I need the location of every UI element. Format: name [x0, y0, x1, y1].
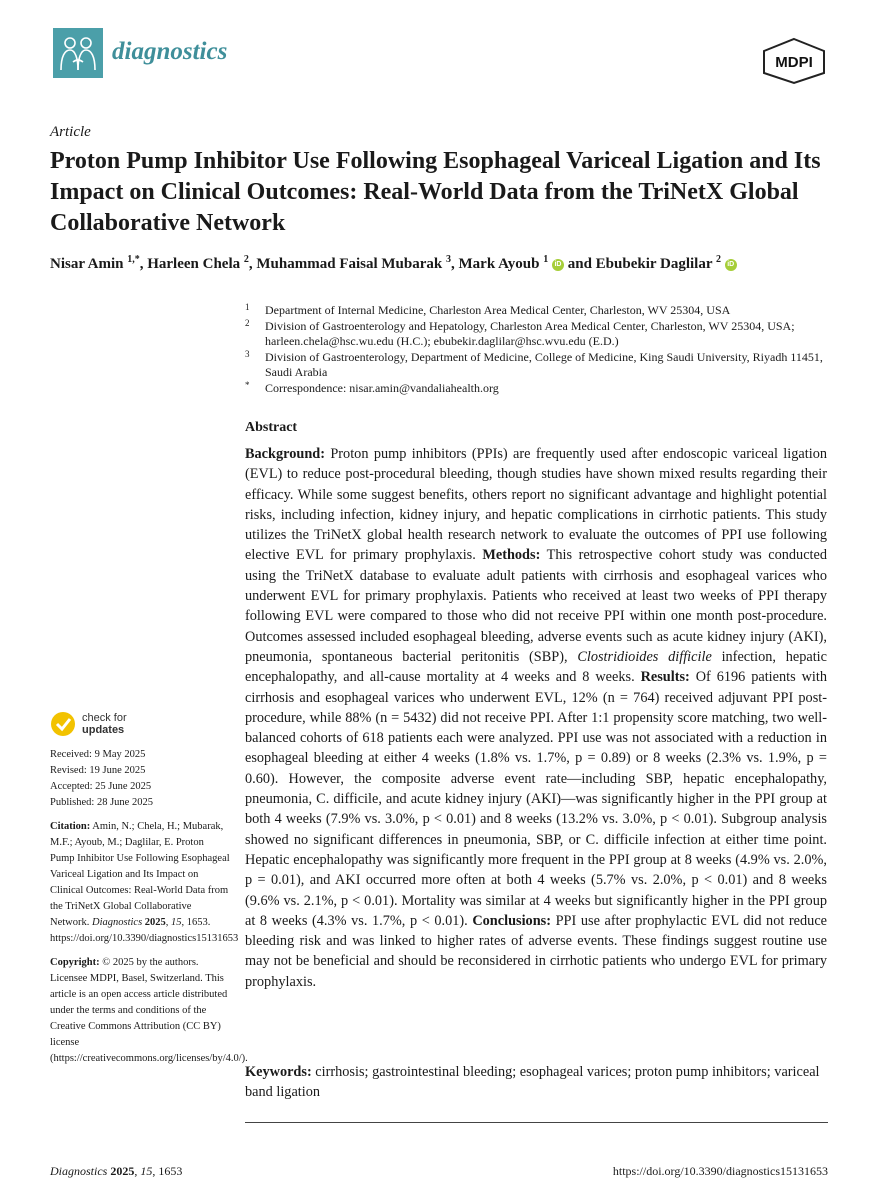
received-date: Received: 9 May 2025 — [50, 749, 146, 760]
affiliation: * Correspondence: nisar.amin@vandaliahealth.org — [245, 379, 499, 395]
citation[interactable]: Citation: Amin, N.; Chela, H.; Mubarak, M.F.; Ayoub, M.; Daglilar, E. Proton Pump Inhibitor Use Following Esophageal Variceal Ligation and Its Impact on Clinical Outcomes: Real-World Data from the TriNetX Global Collaborative Network. Diagnostics 2025, 15, 1653. https://doi.org/10.3390/diagnostics15131653 — [50, 821, 239, 944]
article-title: Proton Pump Inhibitor Use Following Esophageal Variceal Ligation and Its Impact on Clinical Outcomes: Real-World Data from the TriNetX Global Collaborative Network — [50, 148, 821, 236]
author[interactable]: Ebubekir Daglilar $^2$ — [595, 254, 721, 272]
accepted-date: Accepted: 25 June 2025 — [50, 781, 152, 792]
copyright: Copyright: © 2025 by the authors. Licensee MDPI, Basel, Switzerland. This article is an open access article distributed under the terms and conditions of the Creative Commons Attribution (CC BY) license (https://creativecommons.org/licenses/by/4.0/). — [50, 957, 248, 1064]
author-list: Nisar Amin $^{1,*}$, Harleen Chela $^2$, Muhammad Faisal Mubarak $^3$, Mark Ayoub $^1$ iD and Ebubekir Daglilar $^2$ iD — [50, 254, 850, 273]
abstract-body: Background: Proton pump inhibitors (PPIs) are frequently used after endoscopic variceal ligation (EVL) to reduce post-procedural bleeding, though studies have shown mixed results regarding their efficacy. While some suggest benefits, others report no significant advantage and highlight potential risks, including infection, kidney injury, and hepatic complications in cirrhotic patients. This study utilizes the TriNetX global health research network to evaluate the outcomes of PPI use following elective EVL for primary prophylaxis. Methods: This retrospective cohort study was conducted using the TriNetX database to evaluate adult patients with cirrhosis and esophageal varices who underwent EVL for primary prophylaxis. Patients who received at least two weeks of PPI therapy following EVL were compared to those who did not receive PPI within one month post-procedure. Outcomes assessed included esophageal bleeding, adverse events such as acute kidney injury (AKI), pneumonia, spontaneous bacterial peritonitis (SBP), Clostridioides difficile infection, hepatic encephalopathy, and all-cause mortality at 4 weeks and 8 weeks. Results: Of 6196 patients with cirrhosis and esophageal varices who underwent EVL, 12% (n = 764) received adjuvant PPI post-procedure, while 88% (n = 5432) did not receive PPI. After 1:1 propensity score matching, two well-balanced cohorts of 618 patients each were analyzed. PPI use was not associated with a reduction in esophageal bleeding at either 4 weeks (1.8% vs. 1.7%, p = 0.89) or 8 weeks (2.3% vs. 1.9%, p = 0.60). However, the composite adverse event rate—including SBP, hepatic encephalopathy, pneumonia, C. difficile, and acute kidney injury (AKI)—was significantly higher in the PPI group at both 4 weeks (7.9% vs. 3.0%, p < 0.01) and 8 weeks (13.2% vs. 3.0%, p < 0.01). Subgroup analysis showed no significant differences in pneumonia, SBP, or C. difficile infection at either time point. Hepatic encephalopathy was significantly more frequent in the PPI group at 8 weeks (4.9% vs. 2.0%, p = 0.01), and AKI occurred more often at both 4 weeks (5.7% vs. 2.0%, p < 0.01) and 8 weeks (9.6% vs. 2.1%, p < 0.01). Mortality was similar at 4 weeks but significantly higher in the PPI group at 8 weeks (4.3% vs. 1.7%, p < 0.01). Conclusions: PPI use after prophylactic EVL did not reduce bleeding risk and was linked to higher rates of adverse events. These findings suggest routine use may not be beneficial and should be reconsidered in cirrhotic patients who undergo EVL for primary prophylaxis. — [245, 446, 828, 990]
author[interactable]: Nisar Amin $^{1,*}$ — [50, 254, 140, 272]
publisher-name: MDPI — [775, 54, 813, 71]
affiliation: 3 Division of Gastroenterology, Department of Medicine, College of Medicine, King Saudi University, Riyadh 11451, Saudi Arabia — [245, 348, 823, 379]
affiliation: 1 Department of Internal Medicine, Charleston Area Medical Center, Charleston, WV 25304, USA — [245, 302, 731, 317]
affiliations — [245, 303, 845, 396]
check-for-updates-badge[interactable]: check for updates — [50, 710, 170, 740]
orcid-icon[interactable]: iD — [552, 259, 564, 271]
divider — [245, 1122, 828, 1123]
abstract-heading: Abstract — [245, 420, 298, 435]
keywords: Keywords: cirrhosis; gastrointestinal bleeding; esophageal varices; proton pump inhibitors; variceal band ligation — [245, 1064, 820, 1101]
journal-name: diagnostics — [112, 38, 228, 65]
article-type: Article — [50, 124, 91, 140]
publisher-logo — [760, 37, 828, 85]
footer-doi-link[interactable]: https://doi.org/10.3390/diagnostics15131653 — [612, 1164, 828, 1178]
revised-date: Revised: 19 June 2025 — [50, 765, 146, 776]
orcid-icon[interactable]: iD — [725, 259, 737, 271]
journal-logo — [53, 28, 103, 78]
author[interactable]: Mark Ayoub $^1$ — [458, 254, 549, 272]
author[interactable]: Muhammad Faisal Mubarak $^3$ — [256, 254, 451, 272]
footer-citation: Diagnostics 2025, 15, 1653 — [50, 1164, 183, 1178]
author[interactable]: Harleen Chela $^2$ — [147, 254, 249, 272]
affiliation: 2 Division of Gastroenterology and Hepatology, Charleston Area Medical Center, Charleston, WV 25304, USA; harleen.chela@hsc.wu.edu (H.C.); ebubekir.daglilar@hsc.wvu.edu (E.D.) — [245, 317, 795, 348]
check-updates-icon — [50, 710, 76, 738]
article-info-sidebar — [50, 747, 248, 1075]
published-date: Published: 28 June 2025 — [50, 797, 153, 808]
